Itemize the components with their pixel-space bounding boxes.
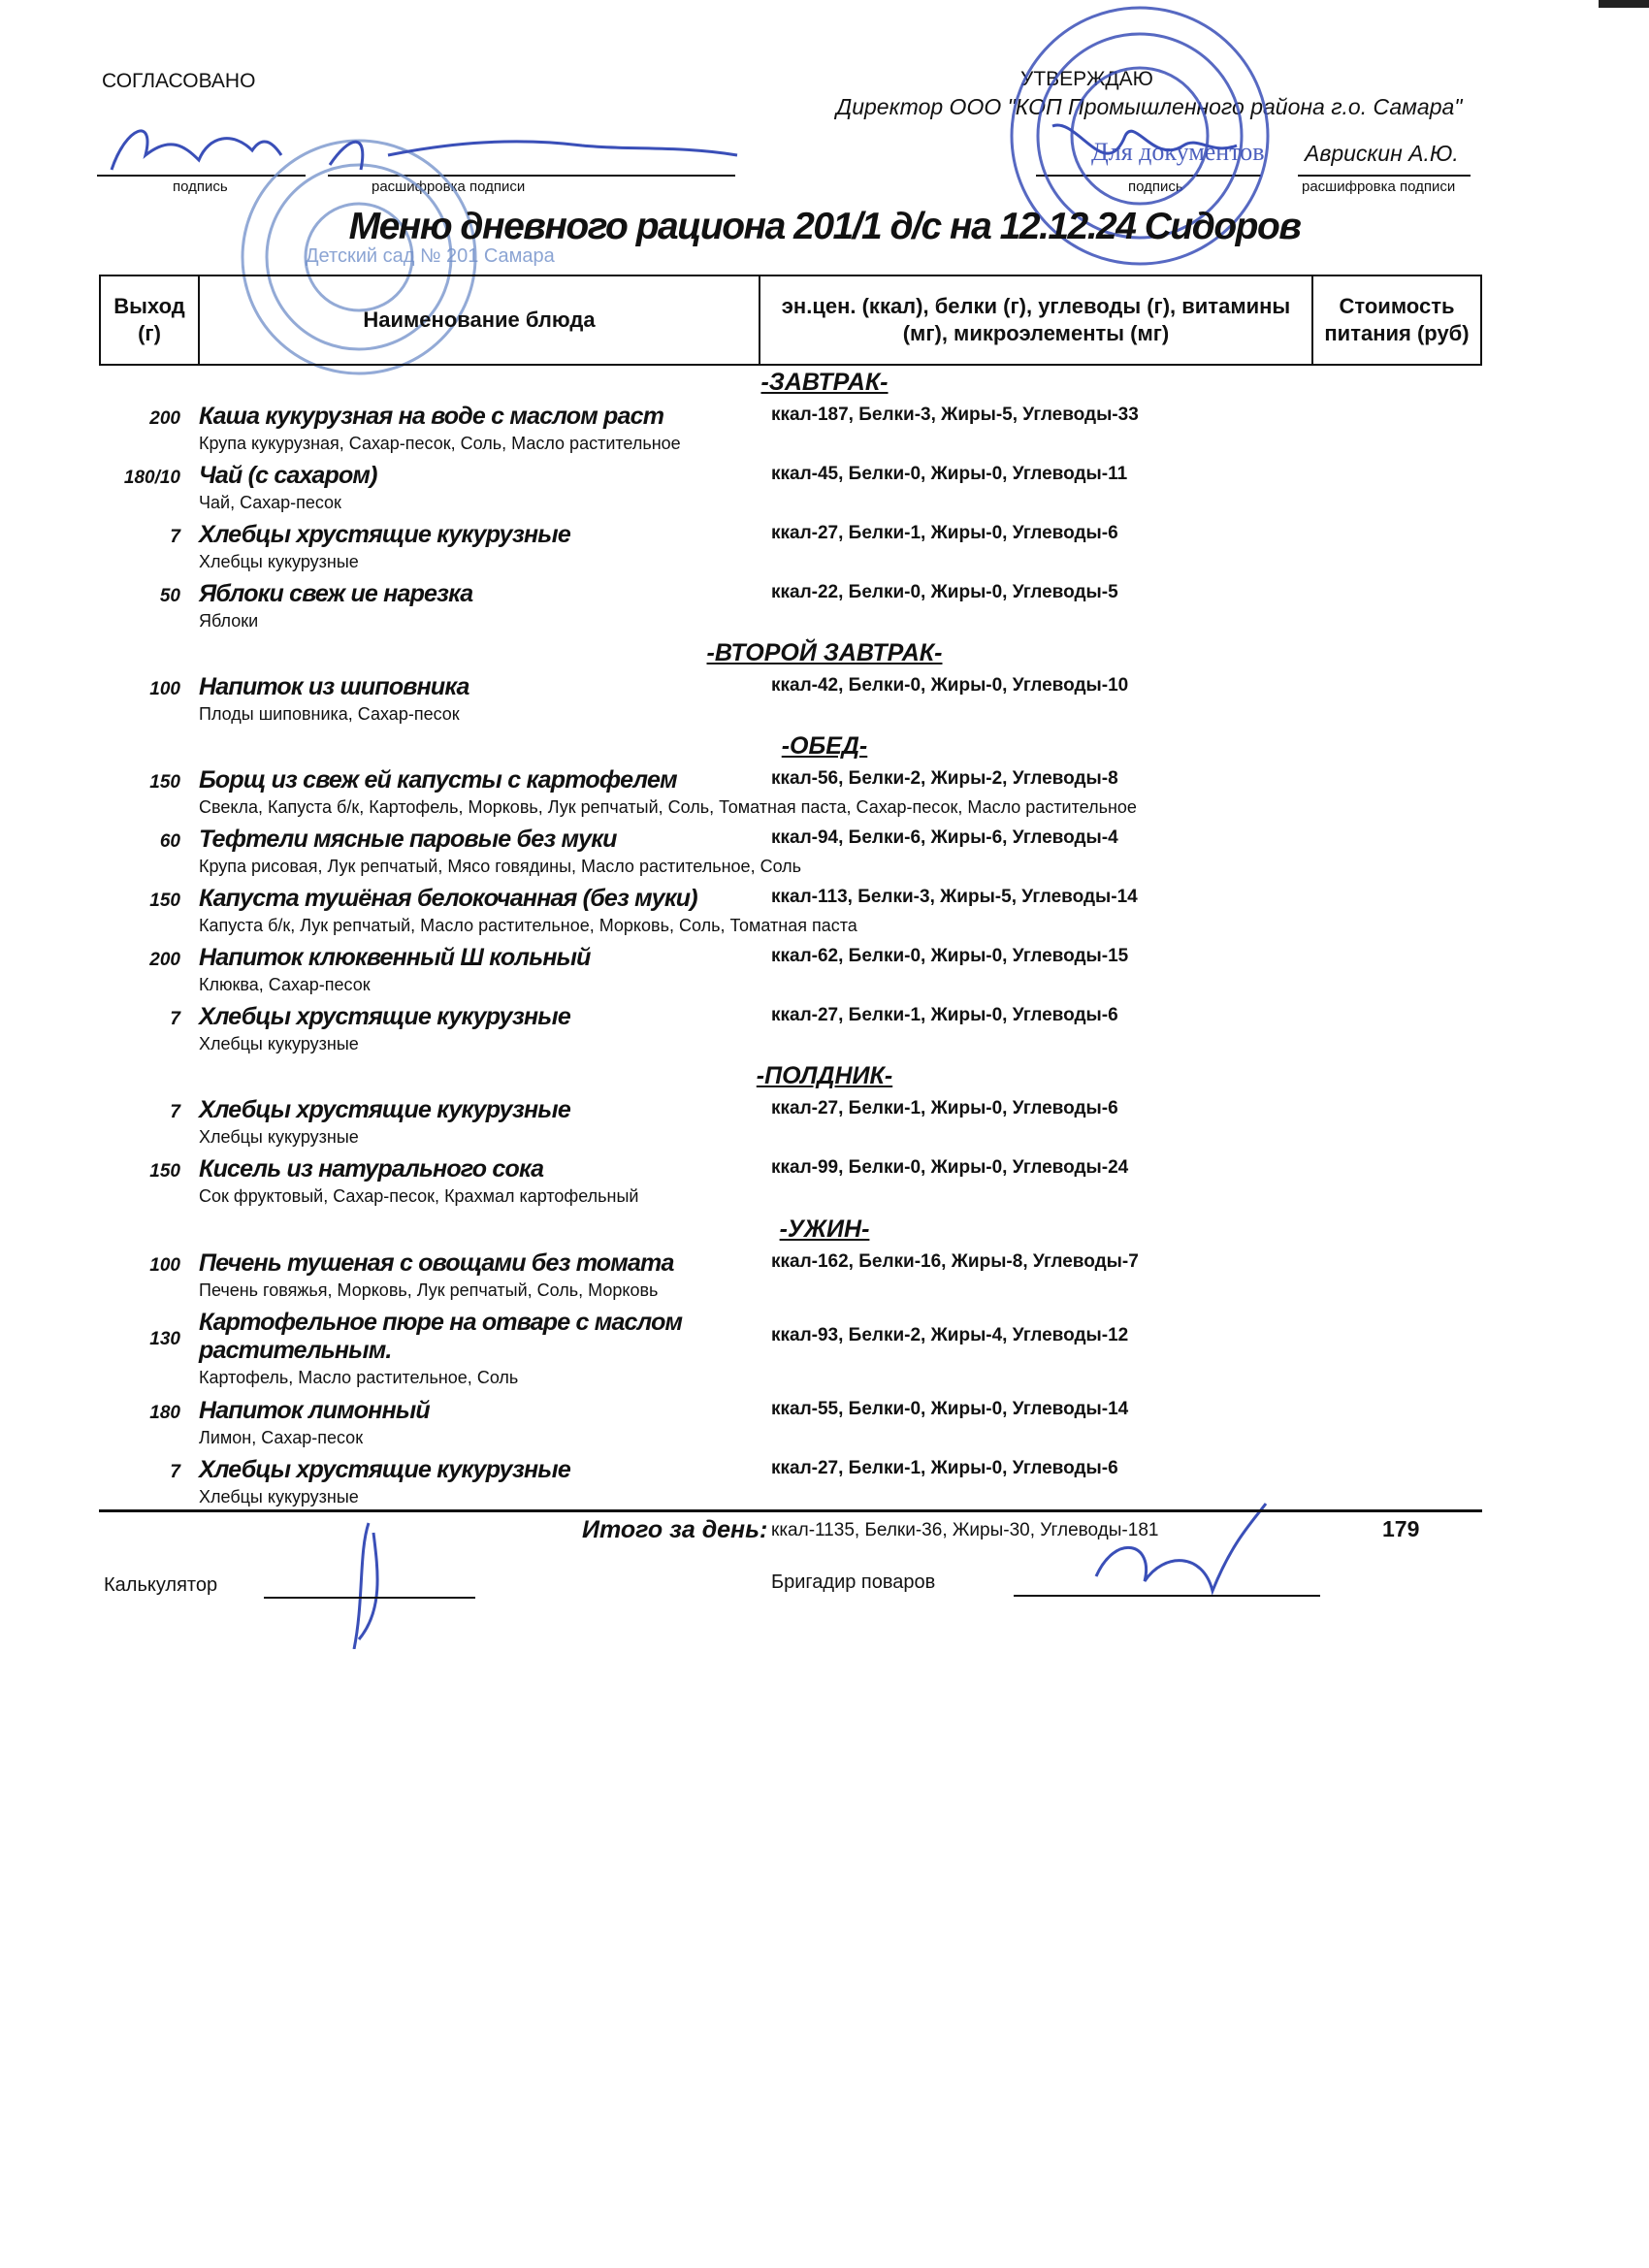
calculator-label: Калькулятор (104, 1574, 218, 1596)
page-title: Меню дневного рациона 201/1 д/с на 12.12.24 Сидоров (348, 206, 1301, 247)
section-title: -УЖИН- (779, 1215, 870, 1243)
dish-name: Печень тушеная с овощами без томата (199, 1249, 674, 1277)
right-stamp-text: Для документов (1091, 138, 1265, 166)
scan-edge-mark (1599, 0, 1649, 8)
dish-nutrition: ккал-187, Белки-3, Жиры-5, Углеводы-33 (771, 405, 1139, 425)
dish-nutrition: ккал-22, Белки-0, Жиры-0, Углеводы-5 (771, 582, 1118, 602)
dish-weight: 100 (149, 679, 180, 699)
agreed-decode-line (328, 175, 735, 177)
section-title: -ВТОРОЙ ЗАВТРАК- (706, 639, 943, 666)
dish-weight: 7 (170, 527, 180, 547)
total-cost: 179 (1382, 1516, 1420, 1541)
dish-ingredients: Печень говяжья, Морковь, Лук репчатый, Соль, Морковь (199, 1280, 659, 1300)
dish-name: Хлебцы хрустящие кукурузные (199, 1096, 570, 1123)
nutrition-column-header: эн.цен. (ккал), белки (г), углеводы (г), витамины (мг), микроэлементы (мг) (760, 275, 1312, 365)
dish-nutrition: ккал-113, Белки-3, Жиры-5, Углеводы-14 (771, 887, 1138, 907)
agreed-decode-signature (330, 142, 737, 170)
dish-nutrition: ккал-93, Белки-2, Жиры-4, Углеводы-12 (771, 1325, 1129, 1345)
dish-nutrition: ккал-62, Белки-0, Жиры-0, Углеводы-15 (771, 946, 1129, 966)
dish-weight: 200 (149, 408, 180, 429)
left-stamp-text: Детский сад № 201 Самара (306, 245, 555, 267)
dish-name: Кисель из натурального сока (199, 1155, 544, 1183)
section-title: -ПОЛДНИК- (756, 1062, 893, 1089)
dish-name: Каша кукурузная на воде с маслом раст (199, 403, 664, 430)
dish-nutrition: ккал-45, Белки-0, Жиры-0, Углеводы-11 (771, 464, 1128, 484)
dish-ingredients: Яблоки (199, 611, 259, 631)
approver-name: Аврискин А.Ю. (1305, 141, 1459, 166)
dish-name: Хлебцы хрустящие кукурузные (199, 1003, 570, 1030)
dish-ingredients: Лимон, Сахар-песок (199, 1428, 364, 1447)
agreed-signature-line (97, 175, 306, 177)
dish-weight: 100 (149, 1255, 180, 1276)
chef-signature (1096, 1504, 1266, 1591)
dish-ingredients: Крупа кукурузная, Сахар-песок, Соль, Масло растительное (199, 434, 681, 453)
dish-weight: 150 (149, 891, 180, 911)
dish-weight: 180 (149, 1403, 180, 1423)
dish-weight: 60 (159, 831, 180, 852)
dish-name: Картофельное пюре на отваре с маслом растительным. (199, 1309, 683, 1364)
dish-weight: 7 (170, 1009, 180, 1029)
section-title: -ОБЕД- (781, 732, 868, 760)
dish-ingredients: Хлебцы кукурузные (199, 1034, 359, 1053)
total-label: Итого за день: (582, 1516, 768, 1543)
approve-decode-line (1298, 175, 1471, 177)
totals-rule (99, 1509, 1482, 1512)
chef-label: Бригадир поваров (771, 1571, 936, 1593)
dish-weight: 7 (170, 1462, 180, 1482)
dish-ingredients: Чай, Сахар-песок (199, 493, 341, 512)
dish-ingredients: Крупа рисовая, Лук репчатый, Мясо говядины, Масло растительное, Соль (199, 857, 802, 876)
director-title: Директор ООО "КОП Промышленного района г.о. Самара" (836, 94, 1463, 119)
dish-nutrition: ккал-56, Белки-2, Жиры-2, Углеводы-8 (771, 768, 1118, 789)
agreed-signature-caption: подпись (173, 178, 228, 195)
dish-weight: 130 (149, 1329, 180, 1349)
section-title: -ЗАВТРАК- (760, 369, 889, 396)
cost-column-header: Стоимость питания (руб) (1312, 275, 1481, 365)
approve-label: УТВЕРЖДАЮ (1020, 68, 1153, 90)
dish-weight: 50 (159, 586, 180, 606)
chef-signature-line (1014, 1595, 1320, 1597)
dish-ingredients: Клюква, Сахар-песок (199, 975, 371, 994)
dish-ingredients: Сок фруктовый, Сахар-песок, Крахмал картофельный (199, 1186, 639, 1206)
dish-name: Яблоки свеж ие нарезка (199, 580, 473, 607)
approve-signature (1052, 125, 1237, 153)
dish-name: Напиток лимонный (199, 1397, 430, 1424)
dish-name: Напиток клюквенный Ш кольный (199, 944, 591, 971)
dish-column-header: Наименование блюда (199, 275, 760, 365)
calculator-signature-line (264, 1597, 475, 1599)
dish-ingredients: Хлебцы кукурузные (199, 1487, 359, 1507)
dish-nutrition: ккал-27, Белки-1, Жиры-0, Углеводы-6 (771, 1005, 1118, 1025)
dish-ingredients: Плоды шиповника, Сахар-песок (199, 704, 460, 724)
dish-nutrition: ккал-55, Белки-0, Жиры-0, Углеводы-14 (771, 1399, 1129, 1419)
dish-ingredients: Свекла, Капуста б/к, Картофель, Морковь, Лук репчатый, Соль, Томатная паста, Сахар-песок, Масло растительное (199, 797, 1137, 817)
dish-name: Чай (с сахаром) (199, 462, 377, 489)
dish-name: Напиток из шиповника (199, 673, 469, 700)
agreed-signature (112, 131, 281, 170)
dish-nutrition: ккал-42, Белки-0, Жиры-0, Углеводы-10 (771, 675, 1129, 696)
dish-ingredients: Хлебцы кукурузные (199, 1127, 359, 1147)
approve-signature-line (1036, 175, 1261, 177)
dish-weight: 150 (149, 772, 180, 793)
dish-ingredients: Капуста б/к, Лук репчатый, Масло растительное, Морковь, Соль, Томатная паста (199, 916, 857, 935)
dish-ingredients: Картофель, Масло растительное, Соль (199, 1368, 519, 1387)
dish-weight: 150 (149, 1161, 180, 1182)
dish-weight: 7 (170, 1102, 180, 1122)
dish-name: Хлебцы хрустящие кукурузные (199, 521, 570, 548)
dish-nutrition: ккал-27, Белки-1, Жиры-0, Углеводы-6 (771, 1098, 1118, 1118)
dish-nutrition: ккал-27, Белки-1, Жиры-0, Углеводы-6 (771, 523, 1118, 543)
agreed-label: СОГЛАСОВАНО (102, 70, 256, 92)
menu-table-header (99, 275, 1482, 366)
dish-name: Хлебцы хрустящие кукурузные (199, 1456, 570, 1483)
agreed-decode-caption: расшифровка подписи (372, 178, 526, 195)
dish-name: Капуста тушёная белокочанная (без муки) (199, 885, 697, 912)
calculator-signature (354, 1523, 377, 1649)
dish-nutrition: ккал-27, Белки-1, Жиры-0, Углеводы-6 (771, 1458, 1118, 1478)
dish-weight: 180/10 (123, 468, 180, 488)
dish-weight: 200 (149, 950, 180, 970)
dish-nutrition: ккал-99, Белки-0, Жиры-0, Углеводы-24 (771, 1157, 1129, 1178)
approve-decode-caption: расшифровка подписи (1302, 178, 1456, 195)
dish-nutrition: ккал-162, Белки-16, Жиры-8, Углеводы-7 (771, 1251, 1139, 1272)
dish-name: Борщ из свеж ей капусты с картофелем (199, 766, 677, 794)
weight-column-header: Выход (г) (100, 275, 199, 365)
dish-nutrition: ккал-94, Белки-6, Жиры-6, Углеводы-4 (771, 827, 1118, 848)
dish-ingredients: Хлебцы кукурузные (199, 552, 359, 571)
dish-name: Тефтели мясные паровые без муки (199, 826, 617, 853)
total-nutrition: ккал-1135, Белки-36, Жиры-30, Углеводы-181 (771, 1520, 1159, 1540)
approve-signature-caption: подпись (1128, 178, 1183, 195)
